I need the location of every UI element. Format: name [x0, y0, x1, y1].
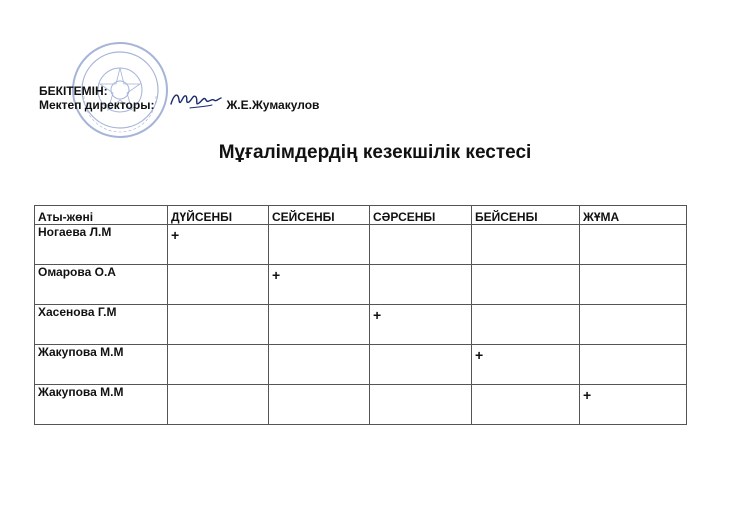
duty-cell	[269, 305, 370, 345]
table-header-row	[35, 206, 687, 225]
teacher-name-cell: Ногаева Л.М	[35, 225, 168, 265]
director-name: Ж.Е.Жумакулов	[226, 98, 320, 112]
column-header-tuesday: СЕЙСЕНБІ	[269, 206, 370, 225]
duty-cell	[472, 225, 580, 265]
duty-cell	[269, 225, 370, 265]
duty-cell	[370, 225, 472, 265]
teacher-name-cell: Жакупова М.М	[35, 345, 168, 385]
column-header-friday: ЖҰМА	[580, 206, 687, 225]
duty-cell: +	[472, 345, 580, 385]
duty-cell: +	[580, 385, 687, 425]
duty-cell	[472, 385, 580, 425]
duty-cell	[580, 225, 687, 265]
column-header-wednesday: СӘРСЕНБІ	[370, 206, 472, 225]
duty-cell	[168, 385, 269, 425]
duty-cell	[168, 305, 269, 345]
duty-cell	[472, 305, 580, 345]
duty-cell	[580, 305, 687, 345]
table-row	[35, 265, 687, 305]
duty-cell: +	[269, 265, 370, 305]
duty-cell	[472, 265, 580, 305]
duty-cell	[370, 265, 472, 305]
teacher-name-cell: Омарова О.А	[35, 265, 168, 305]
column-header-name: Аты-жөні	[35, 206, 168, 225]
teacher-name-cell: Жакупова М.М	[35, 385, 168, 425]
table-row	[35, 385, 687, 425]
duty-cell	[269, 385, 370, 425]
table-row	[35, 305, 687, 345]
director-signature-icon	[168, 88, 224, 114]
column-header-thursday: БЕЙСЕНБІ	[472, 206, 580, 225]
director-label: Мектеп директоры:	[39, 98, 155, 112]
duty-cell: +	[370, 305, 472, 345]
teacher-name-cell: Хасенова Г.М	[35, 305, 168, 345]
duty-cell	[370, 385, 472, 425]
page-title: Мұғалімдердің кезекшілік кестесі	[218, 142, 532, 163]
duty-schedule-table	[34, 205, 687, 425]
duty-cell	[168, 265, 269, 305]
duty-cell	[370, 345, 472, 385]
duty-cell	[580, 345, 687, 385]
duty-cell	[269, 345, 370, 385]
column-header-monday: ДҮЙСЕНБІ	[168, 206, 269, 225]
approved-label: БЕКІТЕМІН:	[39, 84, 108, 98]
duty-cell	[168, 345, 269, 385]
table-row	[35, 225, 687, 265]
duty-cell: +	[168, 225, 269, 265]
table-row	[35, 345, 687, 385]
duty-cell	[580, 265, 687, 305]
